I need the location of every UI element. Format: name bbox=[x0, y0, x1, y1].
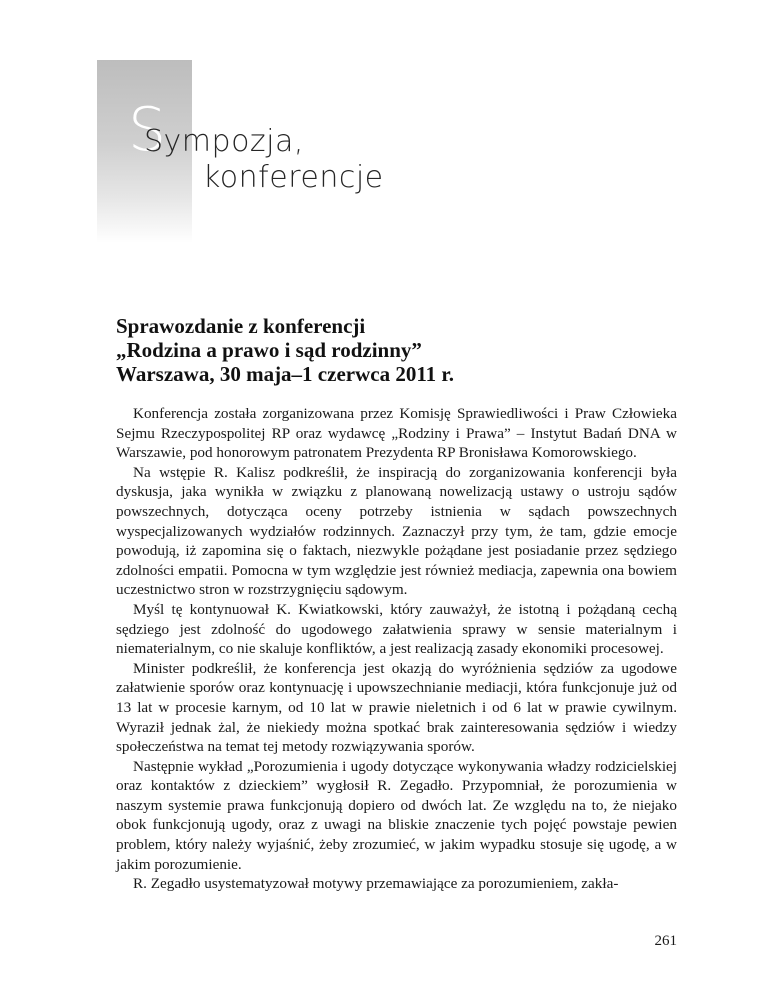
page-number: 261 bbox=[654, 933, 677, 949]
paragraph: Następnie wykład „Porozumienia i ugody dotyczące wykonywania władzy rodzicielskiej oraz kontaktów z dzieckiem” wygłosił R. Zegadło. Przypomniał, że porozumienia w naszym systemie prawa funkcjonują dopiero od dwóch lat. Ze względu na to, że niejako obok funkcjonują ugody, oraz z uwagi na bliskie znaczenie tych pojęć powstaje pewien problem, który należy wyjaśnić, żeby zrozumieć, w jakim wypadku stosuje się ugodę, a w jakim porozumienie. bbox=[116, 757, 677, 873]
report-title-line-1: Sprawozdanie z konferencji bbox=[116, 314, 366, 338]
body-text bbox=[116, 404, 677, 894]
report-title-line-3: Warszawa, 30 maja–1 czerwca 2011 r. bbox=[116, 362, 455, 386]
paragraph: Na wstępie R. Kalisz podkreślił, że inspiracją do zorganizowania konferencji była dyskusja, jaka wynikła w związku z planowaną nowelizacją ustawy o ustroju sądów powszechnych, dotycząca oceny potrzeby istnienia w sądach powszechnych wyspecjalizowanych wydziałów rodzinnych. Zaznaczył przy tym, że tam, gdzie emocje powodują, iż zapomina się o faktach, niezwykle pożądane jest posiadanie przez sędziego zdolności empatii. Pomocna w tym względzie jest również mediacja, zapewnia ona bowiem uczestnictwo stron w rozstrzygnięciu sądowym. bbox=[116, 463, 677, 599]
paragraph: Minister podkreślił, że konferencja jest okazją do wyróżnienia sędziów za ugodowe załatwienie sporów oraz kontynuację i upowszechnianie mediacji, która funkcjonuje już od 13 lat w procesie karnym, od 10 lat w prawie nieletnich i od 6 lat w prawie cywilnym. Wyraził jednak żal, że niekiedy można spotkać brak zainteresowania sędziów i wiedzy społeczeństwa na temat tej metody rozwiązywania sporów. bbox=[116, 659, 677, 756]
paragraph: Myśl tę kontynuował K. Kwiatkowski, który zauważył, że istotną i pożądaną cechą sędziego jest zdolność do ugodowego załatwienia sprawy w sensie materialnym i niematerialnym, co nie skaluje konfliktów, a jest realizacją zasady ekonomiki procesowej. bbox=[116, 600, 677, 658]
section-title bbox=[144, 124, 384, 196]
section-title-line-1: Sympozja, bbox=[144, 124, 304, 159]
section-initial-letter: S bbox=[128, 95, 167, 165]
section-title-line-2: konferencje bbox=[203, 160, 384, 195]
paragraph: Konferencja została zorganizowana przez Komisję Sprawiedliwości i Praw Człowieka Sejmu Rzeczypospolitej RP oraz wydawcę „Rodziny i Prawa” – Instytut Badań DNA w Warszawie, pod honorowym patronatem Prezydenta RP Bronisława Komorowskiego. bbox=[116, 405, 677, 462]
paragraph: R. Zegadło usystematyzował motywy przemawiające za porozumieniem, zakła- bbox=[133, 875, 619, 893]
report-title-line-2: „Rodzina a prawo i sąd rodzinny” bbox=[116, 338, 422, 362]
report-title bbox=[116, 314, 676, 386]
